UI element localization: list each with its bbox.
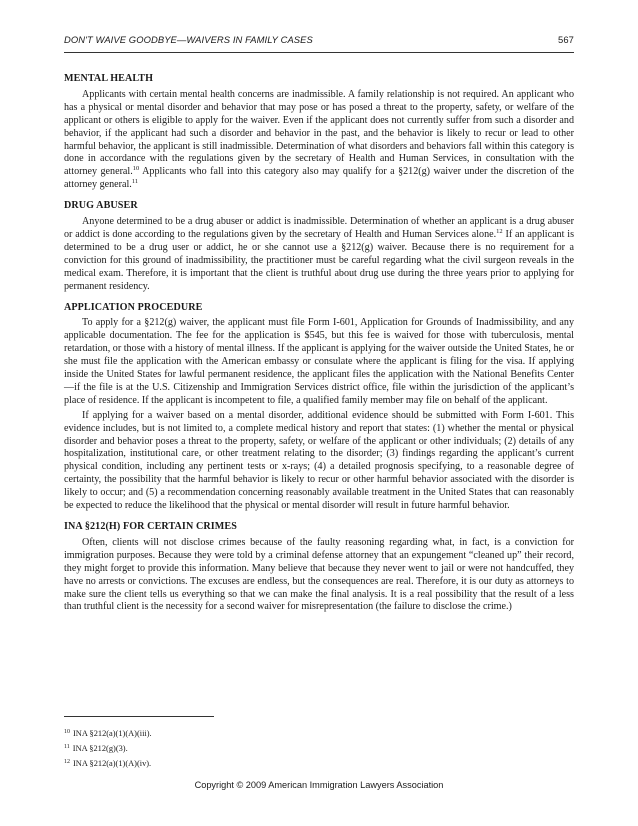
paragraph-certain-crimes: Often, clients will not disclose crimes because of the faulty reasoning regarding what, in fact, is a conviction for immigration purposes. Because they were told by a criminal defense attorney that an expungement “cleaned up” their record, they might forget to provide this information. Many believe that because they never went to jail or were not handcuffed, they have no arrests or convictions. The excuses are endless, but the consequences are real. Therefore, it is our duty as attorneys to make sure the client tells us everything so that we can make the final analysis. It is a real possibility that the result of a less than truthful client is the necessity for a second waiver for misrepresentation (the failure to disclose the crime.) [64, 536, 574, 613]
footnote-ref-12[interactable]: 12 [496, 227, 503, 235]
footnote-rule [64, 716, 214, 717]
section-heading-certain-crimes: INA §212(H) FOR CERTAIN CRIMES [64, 521, 237, 532]
section-mental-health [64, 73, 574, 192]
paragraph-application-2: If applying for a waiver based on a mental disorder, additional evidence should be submitted with Form I-601. This evidence includes, but is not limited to, a complete medical history and report that states: (1) whether the mental or physical disorder and behavior poses a threat to the property, safety, or welfare of the applicant or other individuals; (2) details of any hospitalization, institutional care, or other treatment relating to the disorder; (3) findings regarding the applicant’s current physical condition, including any pertinent tests or x-rays; (4) a detailed prognosis specifying, to a reasonable degree of certainty, the possibility that the harmful behavior is likely to recur or other harmful behavior associated with the disorder is likely to occur; and (5) a recommendation concerning reasonably available treatment in the United States that can reasonably be expected to reduce the likelihood that the physical or mental disorder will result in future harmful behavior. [64, 409, 574, 512]
running-header [64, 34, 574, 45]
section-heading-mental-health: MENTAL HEALTH [64, 73, 154, 84]
paragraph-text: Applicants with certain mental health concerns are inadmissible. A family relationship is not required. An applicant who has a physical or mental disorder and behavior that may pose or has posed a threat to the property, safety, or welfare of the applicant or others is eligible to apply for the waiver. Even if the applicant does not currently suffer from such a disorder and behavior, if the applicant had such a disorder and behavior in the past, and the behavior is likely to recur or lead to other harmful behavior, the applicant is still inadmissible. Determination of what disorders and behaviors fall within this category is done in accordance with the regulations given by the secretary of Health and Human Services, in consultation with the attorney general. [64, 88, 574, 178]
paragraph-application-1: To apply for a §212(g) waiver, the applicant must file Form I-601, Application for Grounds of Inadmissibility, and any applicable documentation. The fee for the application is $545, but this fee is waived for those with tuberculosis, mental retardation, or those with a history of mental illness. If the applicant is applying for the waiver outside the United States, he or she must file the application with the American embassy or consulate where the applicant is filing for the visa. If applying inside the United States for lawful permanent residence, the applicant files the application with the National Benefits Center—if the file is at the U.S. Citizenship and Immigration Services district office, file within the jurisdiction of the applicant’s place of residence. If the applicant is incompetent to file, a qualified family member may file on behalf of the applicant. [64, 317, 574, 406]
section-application-procedure [64, 302, 574, 514]
footnote-number: 10 [64, 729, 70, 735]
footnote-10 [64, 726, 364, 741]
paragraph-drug-abuser [64, 216, 574, 293]
paragraph-text: Anyone determined to be a drug abuser or addict is inadmissible. Determination of whether an applicant is a drug abuser or addict is done according to the regulations given by the secretary of Health and Human Services alone. [64, 216, 574, 240]
section-drug-abuser [64, 200, 574, 293]
footnote-number: 12 [64, 759, 70, 765]
footnote-text: INA §212(g)(3). [72, 744, 128, 753]
section-heading-application-procedure: APPLICATION PROCEDURE [64, 301, 203, 313]
footnote-number: 11 [64, 744, 70, 750]
section-certain-crimes [64, 521, 574, 614]
footnote-text: INA §212(a)(1)(A)(iv). [73, 759, 152, 768]
paragraph-text: Applicants who fall into this category also may qualify for a §212(g) waiver under the discretion of the attorney general. [64, 166, 574, 191]
paragraph-mental-health [64, 89, 574, 192]
footnote-ref-11[interactable]: 11 [131, 178, 139, 186]
footnote-ref-10[interactable]: 10 [132, 165, 140, 173]
footnote-12 [64, 756, 364, 771]
footnote-11 [64, 741, 364, 756]
footnotes [64, 726, 364, 771]
copyright-notice: Copyright © 2009 American Immigration Lawyers Association [194, 780, 444, 790]
paragraph-text: If an applicant is determined to be a drug user or addict, he or she cannot use a §212(g) waiver. Because there is no requirement for a conviction for this ground of inadmissibility, the practitioner must be careful regarding what the civil surgeon reveals in the medical exam. Therefore, it is important that the client is truthful about drug use during the three years prior to applying for permanent residency. [64, 228, 574, 292]
page-number: 567 [558, 34, 574, 45]
section-heading-drug-abuser: DRUG ABUSER [64, 200, 138, 212]
header-rule [64, 52, 574, 53]
footnote-text: INA §212(a)(1)(A)(iii). [73, 729, 152, 738]
running-header-title: DON'T WAIVE GOODBYE—WAIVERS IN FAMILY CASES [64, 34, 313, 45]
article-body [64, 73, 574, 622]
